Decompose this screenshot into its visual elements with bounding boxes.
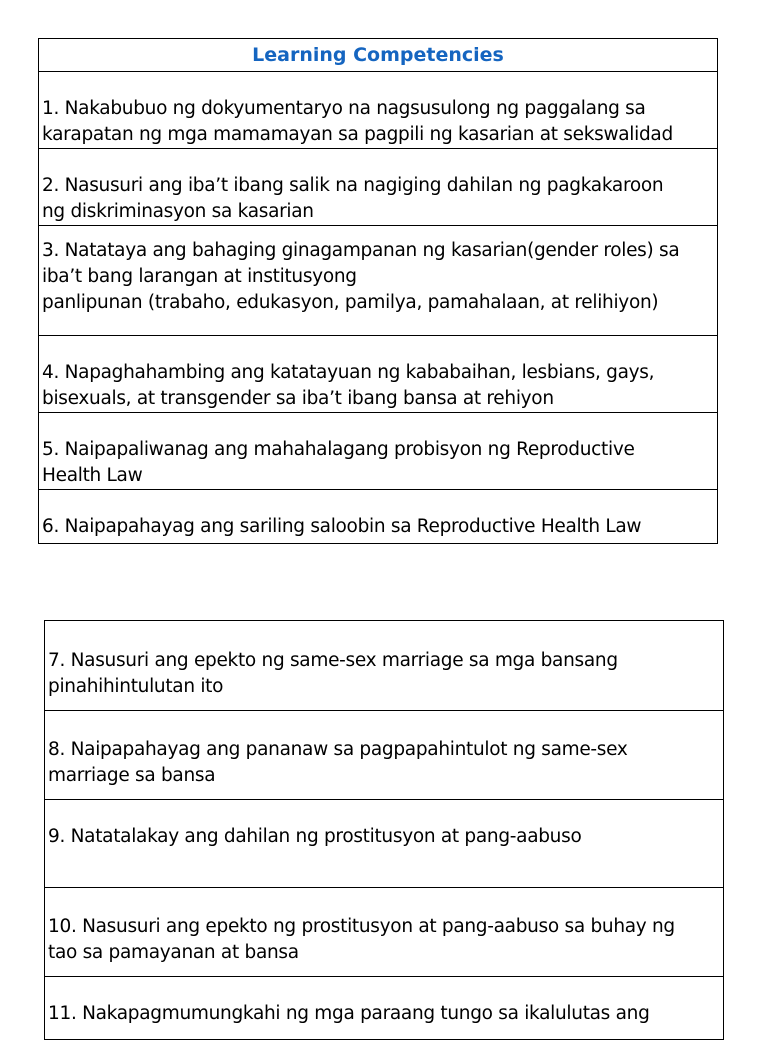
competency-3-text: 3. Natataya ang bahaging ginagampanan ng kasarian(gender roles) sa iba’t bang larangan at institusyong panlipunan (trabaho, edukasyon, pamilya, pamahalaan, at relihiyon) <box>42 240 680 313</box>
competency-6-text: 6. Naipapahayag ang sariling saloobin sa Reproductive Health Law <box>42 516 642 537</box>
competency-10-text: 10. Nasusuri ang epekto ng prostitusyon at pang-aabuso sa buhay ng tao sa pamayanan at bansa <box>48 916 675 963</box>
table-row <box>39 149 717 226</box>
competency-9-text: 9. Natatalakay ang dahilan ng prostitusyon at pang-aabuso <box>48 826 582 847</box>
competency-5-text: 5. Naipapaliwanag ang mahahalagang probisyon ng Reproductive Health Law <box>42 439 635 486</box>
table-row <box>45 800 723 888</box>
table-row <box>39 490 717 543</box>
table-row <box>45 621 723 711</box>
competency-7-text: 7. Nasusuri ang epekto ng same-sex marriage sa mga bansang pinahihintulutan ito <box>48 650 618 697</box>
competency-11-text: 11. Nakapagmumungkahi ng mga paraang tungo sa ikalulutas ang <box>48 1003 650 1024</box>
learning-competencies-table-1 <box>38 38 718 544</box>
competency-1-text: 1. Nakabubuo ng dokyumentaryo na nagsusulong ng paggalang sa karapatan ng mga mamamayan sa pagpili ng kasarian at sekswalidad <box>42 98 673 145</box>
table-row <box>39 72 717 149</box>
table-row <box>45 711 723 800</box>
competency-2-text: 2. Nasusuri ang iba’t ibang salik na nagiging dahilan ng pagkakaroon ng diskriminasyon sa kasarian <box>42 175 664 222</box>
table-row <box>45 888 723 977</box>
table-row <box>45 977 723 1041</box>
table-row <box>39 413 717 490</box>
table-row <box>39 336 717 413</box>
table-header-title: Learning Competencies <box>252 44 504 66</box>
table-row <box>39 226 717 336</box>
table-header <box>39 39 717 72</box>
competency-8-text: 8. Naipapahayag ang pananaw sa pagpapahintulot ng same-sex marriage sa bansa <box>48 739 628 786</box>
learning-competencies-table-2 <box>44 620 724 1040</box>
competency-4-text: 4. Napaghahambing ang katatayuan ng kababaihan, lesbians, gays, bisexuals, at transgender sa iba’t ibang bansa at rehiyon <box>42 362 655 409</box>
